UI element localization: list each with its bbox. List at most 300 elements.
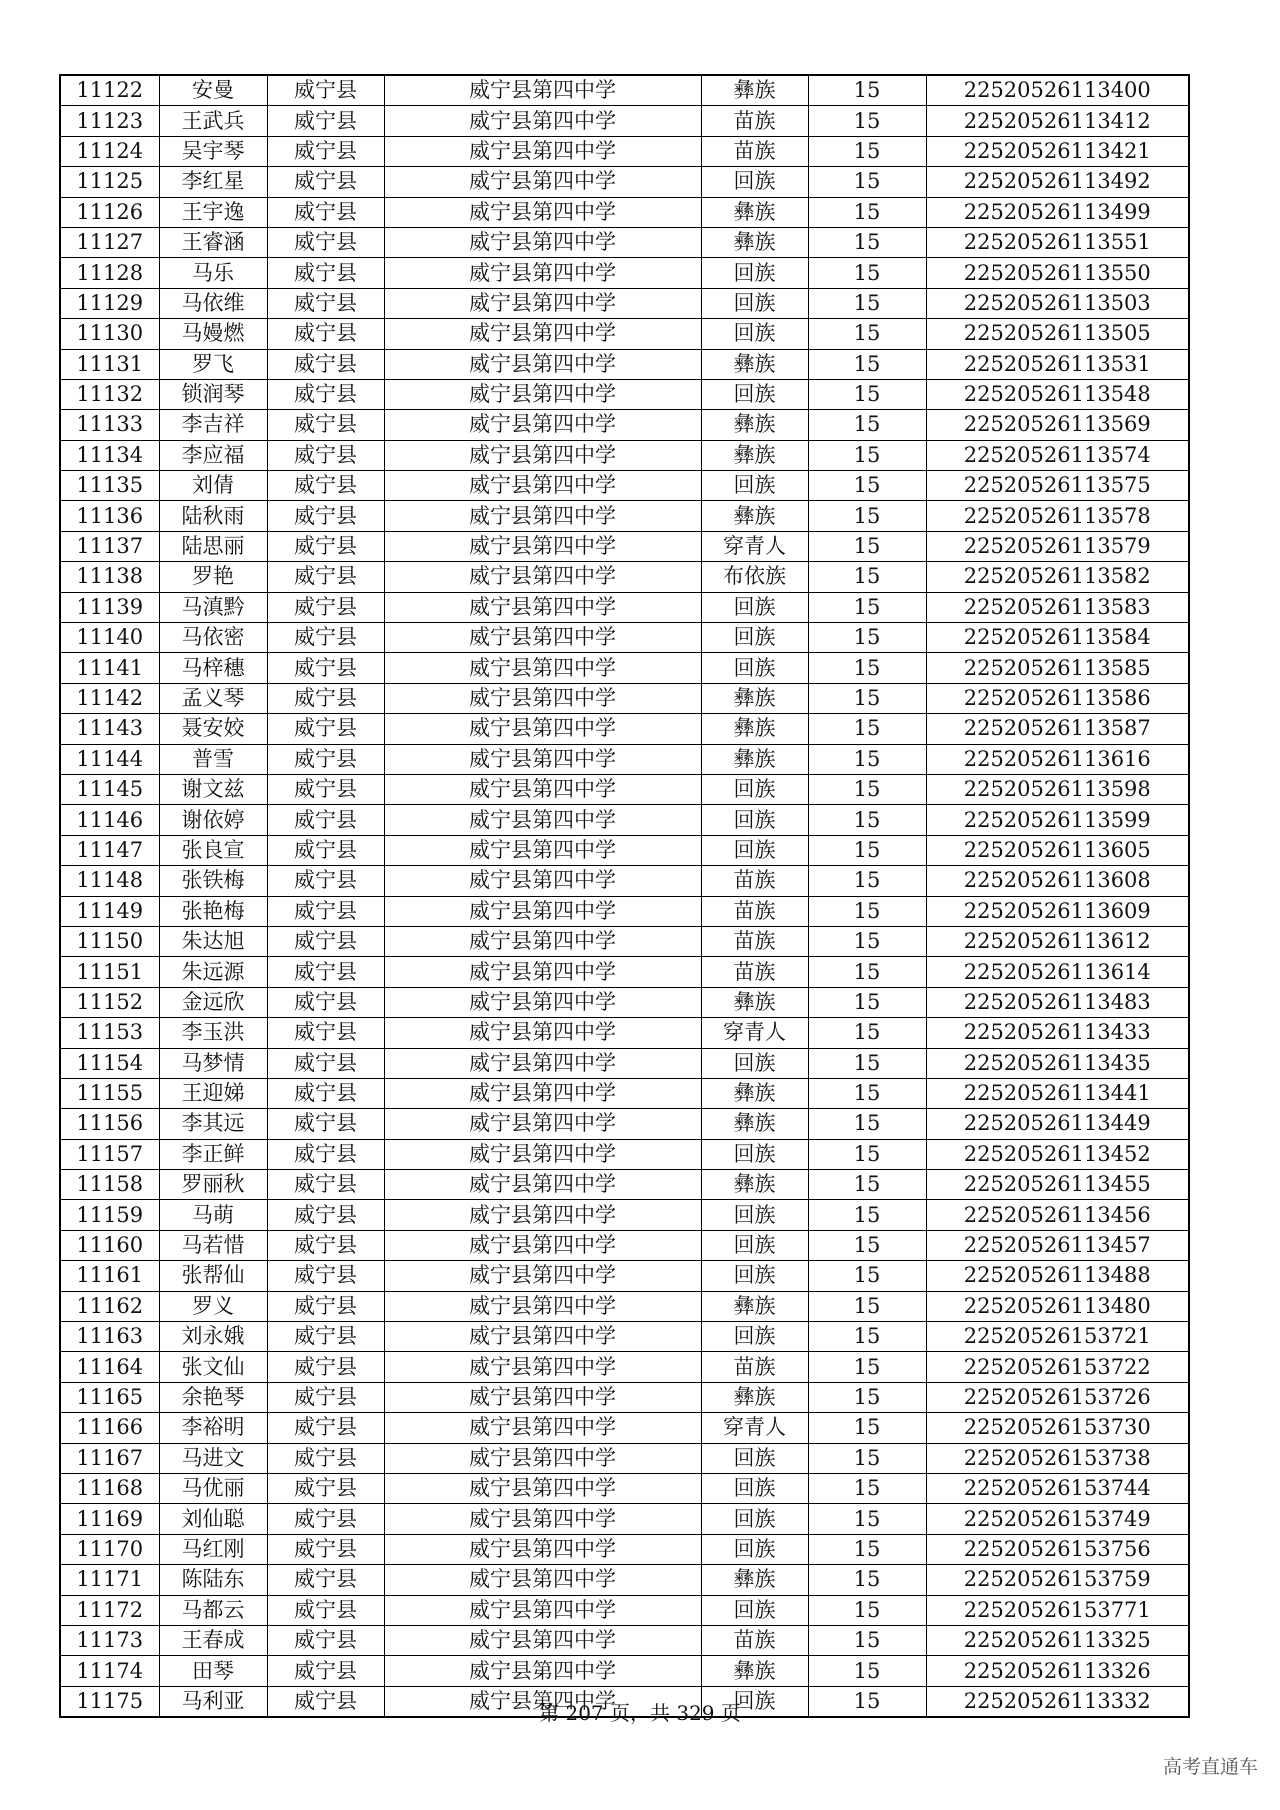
ethnicity-cell: 苗族 [701, 896, 808, 926]
serial-number-cell: 11163 [60, 1322, 159, 1352]
serial-number-cell: 11134 [60, 440, 159, 470]
county-cell: 威宁县 [267, 1504, 384, 1534]
exam-id-cell: 22520526153721 [926, 1322, 1189, 1352]
table-row [60, 167, 1189, 197]
ethnicity-cell: 苗族 [701, 106, 808, 136]
exam-id-cell: 22520526113531 [926, 349, 1189, 379]
table-row [60, 744, 1189, 774]
ethnicity-cell: 彝族 [701, 1382, 808, 1412]
ethnicity-cell: 回族 [701, 379, 808, 409]
county-cell: 威宁县 [267, 1261, 384, 1291]
school-cell: 威宁县第四中学 [384, 1382, 701, 1412]
name-cell: 李应福 [159, 440, 267, 470]
name-cell: 谢依婷 [159, 805, 267, 835]
points-cell: 15 [808, 1443, 926, 1473]
points-cell: 15 [808, 1534, 926, 1564]
exam-id-cell: 22520526113456 [926, 1200, 1189, 1230]
table-row [60, 1565, 1189, 1595]
school-cell: 威宁县第四中学 [384, 1261, 701, 1291]
exam-id-cell: 22520526113616 [926, 744, 1189, 774]
serial-number-cell: 11162 [60, 1291, 159, 1321]
name-cell: 李玉洪 [159, 1018, 267, 1048]
points-cell: 15 [808, 410, 926, 440]
ethnicity-cell: 彝族 [701, 1565, 808, 1595]
county-cell: 威宁县 [267, 1625, 384, 1655]
points-cell: 15 [808, 471, 926, 501]
name-cell: 陆秋雨 [159, 501, 267, 531]
name-cell: 马乐 [159, 258, 267, 288]
school-cell: 威宁县第四中学 [384, 1352, 701, 1382]
exam-id-cell: 22520526113609 [926, 896, 1189, 926]
exam-id-cell: 22520526153738 [926, 1443, 1189, 1473]
serial-number-cell: 11146 [60, 805, 159, 835]
points-cell: 15 [808, 531, 926, 561]
school-cell: 威宁县第四中学 [384, 957, 701, 987]
school-cell: 威宁县第四中学 [384, 501, 701, 531]
serial-number-cell: 11155 [60, 1078, 159, 1108]
table-row [60, 653, 1189, 683]
name-cell: 刘仙聪 [159, 1504, 267, 1534]
county-cell: 威宁县 [267, 1139, 384, 1169]
school-cell: 威宁县第四中学 [384, 227, 701, 257]
school-cell: 威宁县第四中学 [384, 1534, 701, 1564]
serial-number-cell: 11130 [60, 319, 159, 349]
points-cell: 15 [808, 1625, 926, 1655]
serial-number-cell: 11132 [60, 379, 159, 409]
exam-id-cell: 22520526113325 [926, 1625, 1189, 1655]
exam-id-cell: 22520526113332 [926, 1686, 1189, 1717]
table-row [60, 227, 1189, 257]
name-cell: 安曼 [159, 75, 267, 106]
table-row [60, 987, 1189, 1017]
school-cell: 威宁县第四中学 [384, 1504, 701, 1534]
name-cell: 马梓穗 [159, 653, 267, 683]
ethnicity-cell: 回族 [701, 1473, 808, 1503]
ethnicity-cell: 穿青人 [701, 531, 808, 561]
serial-number-cell: 11147 [60, 835, 159, 865]
table-row [60, 1382, 1189, 1412]
serial-number-cell: 11172 [60, 1595, 159, 1625]
school-cell: 威宁县第四中学 [384, 288, 701, 318]
exam-id-cell: 22520526113550 [926, 258, 1189, 288]
name-cell: 王宇逸 [159, 197, 267, 227]
exam-id-cell: 22520526113503 [926, 288, 1189, 318]
county-cell: 威宁县 [267, 1200, 384, 1230]
county-cell: 威宁县 [267, 1048, 384, 1078]
school-cell: 威宁县第四中学 [384, 1473, 701, 1503]
exam-id-cell: 22520526113582 [926, 562, 1189, 592]
county-cell: 威宁县 [267, 1170, 384, 1200]
table-row [60, 1078, 1189, 1108]
exam-id-cell: 22520526113586 [926, 683, 1189, 713]
name-cell: 马优丽 [159, 1473, 267, 1503]
ethnicity-cell: 彝族 [701, 1109, 808, 1139]
points-cell: 15 [808, 1109, 926, 1139]
exam-id-cell: 22520526113452 [926, 1139, 1189, 1169]
name-cell: 陆思丽 [159, 531, 267, 561]
ethnicity-cell: 苗族 [701, 957, 808, 987]
name-cell: 张铁梅 [159, 866, 267, 896]
name-cell: 刘倩 [159, 471, 267, 501]
points-cell: 15 [808, 1261, 926, 1291]
points-cell: 15 [808, 896, 926, 926]
ethnicity-cell: 苗族 [701, 136, 808, 166]
serial-number-cell: 11127 [60, 227, 159, 257]
school-cell: 威宁县第四中学 [384, 471, 701, 501]
serial-number-cell: 11124 [60, 136, 159, 166]
exam-id-cell: 22520526113492 [926, 167, 1189, 197]
school-cell: 威宁县第四中学 [384, 592, 701, 622]
serial-number-cell: 11123 [60, 106, 159, 136]
points-cell: 15 [808, 835, 926, 865]
points-cell: 15 [808, 1595, 926, 1625]
school-cell: 威宁县第四中学 [384, 987, 701, 1017]
exam-id-cell: 22520526113575 [926, 471, 1189, 501]
table-row [60, 1534, 1189, 1564]
exam-id-cell: 22520526113598 [926, 774, 1189, 804]
serial-number-cell: 11156 [60, 1109, 159, 1139]
county-cell: 威宁县 [267, 258, 384, 288]
county-cell: 威宁县 [267, 319, 384, 349]
exam-id-cell: 22520526113435 [926, 1048, 1189, 1078]
serial-number-cell: 11165 [60, 1382, 159, 1412]
exam-id-cell: 22520526113578 [926, 501, 1189, 531]
exam-id-cell: 22520526113433 [926, 1018, 1189, 1048]
exam-id-cell: 22520526113499 [926, 197, 1189, 227]
county-cell: 威宁县 [267, 1078, 384, 1108]
county-cell: 威宁县 [267, 1322, 384, 1352]
table-row [60, 1048, 1189, 1078]
points-cell: 15 [808, 562, 926, 592]
points-cell: 15 [808, 379, 926, 409]
ethnicity-cell: 苗族 [701, 866, 808, 896]
ethnicity-cell: 回族 [701, 1443, 808, 1473]
points-cell: 15 [808, 1139, 926, 1169]
school-cell: 威宁县第四中学 [384, 1595, 701, 1625]
serial-number-cell: 11138 [60, 562, 159, 592]
ethnicity-cell: 彝族 [701, 1291, 808, 1321]
county-cell: 威宁县 [267, 288, 384, 318]
student-roster-table [59, 74, 1190, 1718]
county-cell: 威宁县 [267, 987, 384, 1017]
county-cell: 威宁县 [267, 1018, 384, 1048]
ethnicity-cell: 回族 [701, 1322, 808, 1352]
county-cell: 威宁县 [267, 167, 384, 197]
exam-id-cell: 22520526113585 [926, 653, 1189, 683]
county-cell: 威宁县 [267, 866, 384, 896]
name-cell: 马利亚 [159, 1686, 267, 1717]
table-row [60, 896, 1189, 926]
county-cell: 威宁县 [267, 926, 384, 956]
ethnicity-cell: 苗族 [701, 1352, 808, 1382]
ethnicity-cell: 回族 [701, 623, 808, 653]
serial-number-cell: 11174 [60, 1656, 159, 1686]
name-cell: 孟义琴 [159, 683, 267, 713]
serial-number-cell: 11122 [60, 75, 159, 106]
ethnicity-cell: 彝族 [701, 197, 808, 227]
table-row [60, 1656, 1189, 1686]
serial-number-cell: 11170 [60, 1534, 159, 1564]
points-cell: 15 [808, 227, 926, 257]
ethnicity-cell: 彝族 [701, 440, 808, 470]
ethnicity-cell: 彝族 [701, 1078, 808, 1108]
table-row [60, 258, 1189, 288]
ethnicity-cell: 穿青人 [701, 1413, 808, 1443]
school-cell: 威宁县第四中学 [384, 683, 701, 713]
points-cell: 15 [808, 653, 926, 683]
serial-number-cell: 11153 [60, 1018, 159, 1048]
name-cell: 罗艳 [159, 562, 267, 592]
serial-number-cell: 11168 [60, 1473, 159, 1503]
table-row [60, 623, 1189, 653]
table-row [60, 926, 1189, 956]
table-row [60, 1200, 1189, 1230]
points-cell: 15 [808, 805, 926, 835]
name-cell: 马滇黔 [159, 592, 267, 622]
serial-number-cell: 11150 [60, 926, 159, 956]
serial-number-cell: 11159 [60, 1200, 159, 1230]
school-cell: 威宁县第四中学 [384, 653, 701, 683]
ethnicity-cell: 彝族 [701, 1170, 808, 1200]
school-cell: 威宁县第四中学 [384, 349, 701, 379]
points-cell: 15 [808, 1473, 926, 1503]
exam-id-cell: 22520526113608 [926, 866, 1189, 896]
county-cell: 威宁县 [267, 379, 384, 409]
points-cell: 15 [808, 1230, 926, 1260]
exam-id-cell: 22520526113488 [926, 1261, 1189, 1291]
points-cell: 15 [808, 319, 926, 349]
school-cell: 威宁县第四中学 [384, 75, 701, 106]
county-cell: 威宁县 [267, 349, 384, 379]
ethnicity-cell: 彝族 [701, 744, 808, 774]
points-cell: 15 [808, 1413, 926, 1443]
school-cell: 威宁县第四中学 [384, 136, 701, 166]
points-cell: 15 [808, 136, 926, 166]
table-row [60, 501, 1189, 531]
serial-number-cell: 11139 [60, 592, 159, 622]
exam-id-cell: 22520526113455 [926, 1170, 1189, 1200]
points-cell: 15 [808, 744, 926, 774]
serial-number-cell: 11126 [60, 197, 159, 227]
county-cell: 威宁县 [267, 1413, 384, 1443]
serial-number-cell: 11164 [60, 1352, 159, 1382]
exam-id-cell: 22520526113457 [926, 1230, 1189, 1260]
school-cell: 威宁县第四中学 [384, 1443, 701, 1473]
exam-id-cell: 22520526113599 [926, 805, 1189, 835]
ethnicity-cell: 彝族 [701, 1656, 808, 1686]
county-cell: 威宁县 [267, 1109, 384, 1139]
exam-id-cell: 22520526113584 [926, 623, 1189, 653]
points-cell: 15 [808, 1565, 926, 1595]
county-cell: 威宁县 [267, 1230, 384, 1260]
points-cell: 15 [808, 1048, 926, 1078]
table-row [60, 774, 1189, 804]
exam-id-cell: 22520526113480 [926, 1291, 1189, 1321]
serial-number-cell: 11133 [60, 410, 159, 440]
school-cell: 威宁县第四中学 [384, 1230, 701, 1260]
table-row [60, 288, 1189, 318]
points-cell: 15 [808, 197, 926, 227]
name-cell: 罗义 [159, 1291, 267, 1321]
table-row [60, 1443, 1189, 1473]
name-cell: 吴宇琴 [159, 136, 267, 166]
school-cell: 威宁县第四中学 [384, 835, 701, 865]
table-row [60, 1504, 1189, 1534]
name-cell: 王睿涵 [159, 227, 267, 257]
serial-number-cell: 11145 [60, 774, 159, 804]
county-cell: 威宁县 [267, 744, 384, 774]
table-row [60, 1109, 1189, 1139]
serial-number-cell: 11169 [60, 1504, 159, 1534]
school-cell: 威宁县第四中学 [384, 866, 701, 896]
name-cell: 普雪 [159, 744, 267, 774]
exam-id-cell: 22520526113612 [926, 926, 1189, 956]
points-cell: 15 [808, 288, 926, 318]
school-cell: 威宁县第四中学 [384, 623, 701, 653]
exam-id-cell: 22520526113551 [926, 227, 1189, 257]
name-cell: 锁润琴 [159, 379, 267, 409]
ethnicity-cell: 彝族 [701, 714, 808, 744]
points-cell: 15 [808, 106, 926, 136]
ethnicity-cell: 彝族 [701, 349, 808, 379]
points-cell: 15 [808, 1200, 926, 1230]
county-cell: 威宁县 [267, 623, 384, 653]
table-row [60, 471, 1189, 501]
serial-number-cell: 11152 [60, 987, 159, 1017]
table-row [60, 1322, 1189, 1352]
serial-number-cell: 11144 [60, 744, 159, 774]
county-cell: 威宁县 [267, 531, 384, 561]
name-cell: 马都云 [159, 1595, 267, 1625]
serial-number-cell: 11128 [60, 258, 159, 288]
school-cell: 威宁县第四中学 [384, 896, 701, 926]
name-cell: 王迎娣 [159, 1078, 267, 1108]
name-cell: 马嫚燃 [159, 319, 267, 349]
name-cell: 马依密 [159, 623, 267, 653]
county-cell: 威宁县 [267, 471, 384, 501]
ethnicity-cell: 回族 [701, 1139, 808, 1169]
school-cell: 威宁县第四中学 [384, 926, 701, 956]
table-row [60, 1625, 1189, 1655]
points-cell: 15 [808, 1686, 926, 1717]
ethnicity-cell: 回族 [701, 835, 808, 865]
table-row [60, 1473, 1189, 1503]
serial-number-cell: 11149 [60, 896, 159, 926]
county-cell: 威宁县 [267, 774, 384, 804]
points-cell: 15 [808, 440, 926, 470]
ethnicity-cell: 回族 [701, 1230, 808, 1260]
name-cell: 田琴 [159, 1656, 267, 1686]
ethnicity-cell: 彝族 [701, 75, 808, 106]
ethnicity-cell: 回族 [701, 471, 808, 501]
points-cell: 15 [808, 714, 926, 744]
points-cell: 15 [808, 774, 926, 804]
serial-number-cell: 11154 [60, 1048, 159, 1078]
name-cell: 马若惜 [159, 1230, 267, 1260]
ethnicity-cell: 回族 [701, 288, 808, 318]
name-cell: 罗飞 [159, 349, 267, 379]
table-row [60, 835, 1189, 865]
serial-number-cell: 11125 [60, 167, 159, 197]
county-cell: 威宁县 [267, 683, 384, 713]
county-cell: 威宁县 [267, 1686, 384, 1717]
name-cell: 陈陆东 [159, 1565, 267, 1595]
name-cell: 李正鲜 [159, 1139, 267, 1169]
exam-id-cell: 22520526113579 [926, 531, 1189, 561]
table-row [60, 1018, 1189, 1048]
serial-number-cell: 11160 [60, 1230, 159, 1260]
serial-number-cell: 11137 [60, 531, 159, 561]
table-row [60, 349, 1189, 379]
ethnicity-cell: 回族 [701, 167, 808, 197]
ethnicity-cell: 回族 [701, 1200, 808, 1230]
exam-id-cell: 22520526153756 [926, 1534, 1189, 1564]
county-cell: 威宁县 [267, 896, 384, 926]
ethnicity-cell: 穿青人 [701, 1018, 808, 1048]
serial-number-cell: 11167 [60, 1443, 159, 1473]
exam-id-cell: 22520526153726 [926, 1382, 1189, 1412]
exam-id-cell: 22520526113326 [926, 1656, 1189, 1686]
exam-id-cell: 22520526113583 [926, 592, 1189, 622]
county-cell: 威宁县 [267, 1443, 384, 1473]
page-number: 第 207 页，共 329 页 [539, 1701, 741, 1725]
school-cell: 威宁县第四中学 [384, 1170, 701, 1200]
school-cell: 威宁县第四中学 [384, 805, 701, 835]
table-row [60, 379, 1189, 409]
exam-id-cell: 22520526153744 [926, 1473, 1189, 1503]
name-cell: 王武兵 [159, 106, 267, 136]
ethnicity-cell: 回族 [701, 653, 808, 683]
name-cell: 罗丽秋 [159, 1170, 267, 1200]
county-cell: 威宁县 [267, 1473, 384, 1503]
name-cell: 张帮仙 [159, 1261, 267, 1291]
serial-number-cell: 11158 [60, 1170, 159, 1200]
ethnicity-cell: 回族 [701, 1595, 808, 1625]
school-cell: 威宁县第四中学 [384, 744, 701, 774]
ethnicity-cell: 回族 [701, 1504, 808, 1534]
points-cell: 15 [808, 1291, 926, 1321]
exam-id-cell: 22520526113605 [926, 835, 1189, 865]
table-row [60, 410, 1189, 440]
table-row [60, 1352, 1189, 1382]
name-cell: 谢文兹 [159, 774, 267, 804]
ethnicity-cell: 彝族 [701, 501, 808, 531]
table-row [60, 1291, 1189, 1321]
school-cell: 威宁县第四中学 [384, 319, 701, 349]
county-cell: 威宁县 [267, 440, 384, 470]
points-cell: 15 [808, 926, 926, 956]
exam-id-cell: 22520526113505 [926, 319, 1189, 349]
school-cell: 威宁县第四中学 [384, 774, 701, 804]
ethnicity-cell: 回族 [701, 805, 808, 835]
exam-id-cell: 22520526113614 [926, 957, 1189, 987]
serial-number-cell: 11131 [60, 349, 159, 379]
county-cell: 威宁县 [267, 805, 384, 835]
points-cell: 15 [808, 501, 926, 531]
county-cell: 威宁县 [267, 136, 384, 166]
school-cell: 威宁县第四中学 [384, 1413, 701, 1443]
name-cell: 李吉祥 [159, 410, 267, 440]
school-cell: 威宁县第四中学 [384, 1018, 701, 1048]
table-row [60, 106, 1189, 136]
county-cell: 威宁县 [267, 501, 384, 531]
exam-id-cell: 22520526113548 [926, 379, 1189, 409]
school-cell: 威宁县第四中学 [384, 1625, 701, 1655]
points-cell: 15 [808, 258, 926, 288]
table-row [60, 440, 1189, 470]
serial-number-cell: 11142 [60, 683, 159, 713]
points-cell: 15 [808, 1504, 926, 1534]
